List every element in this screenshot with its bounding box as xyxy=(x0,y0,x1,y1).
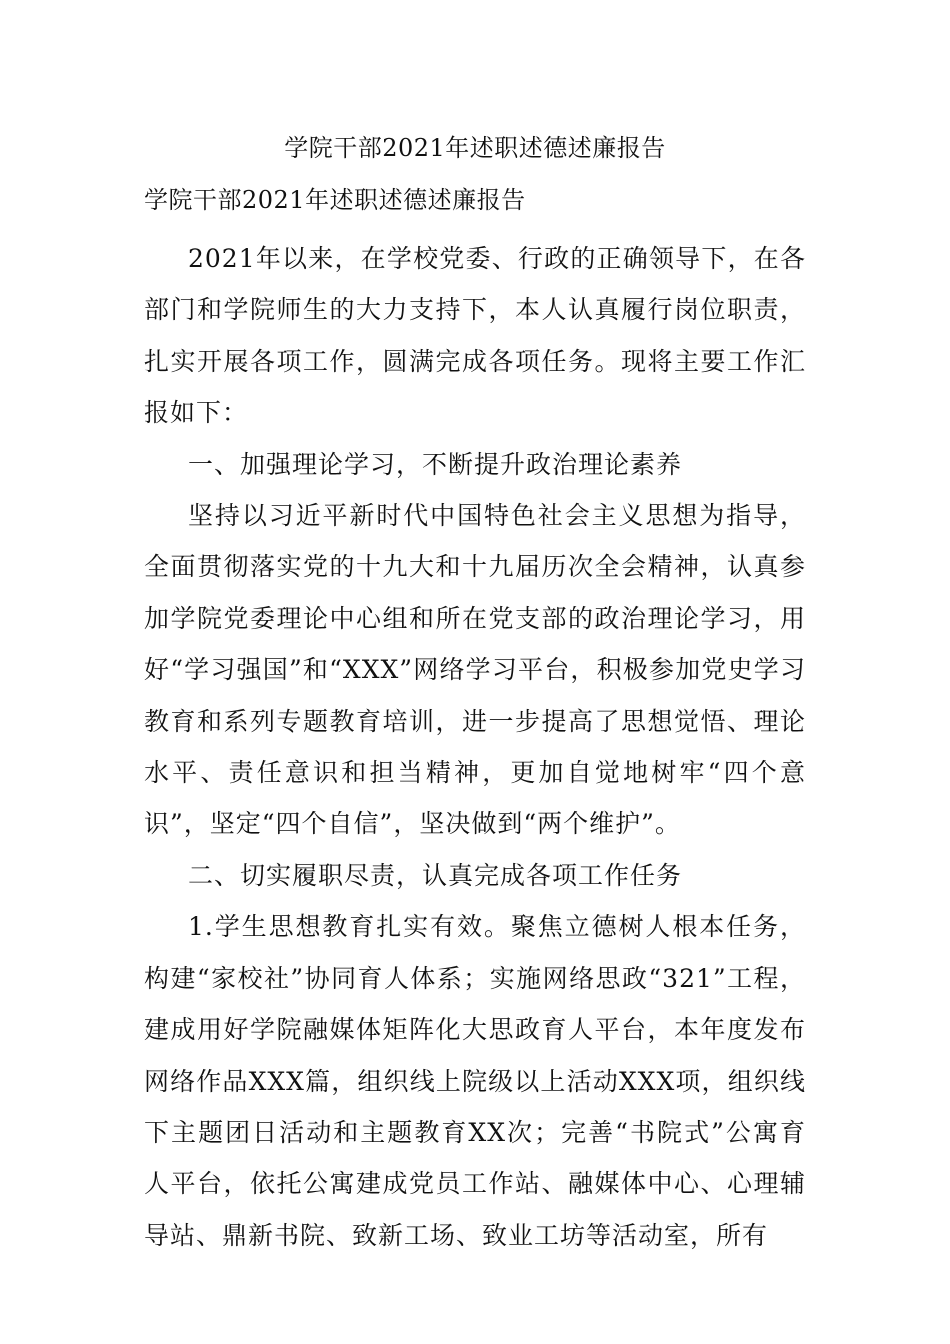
intro-paragraph: 2021年以来，在学校党委、行政的正确领导下，在各部门和学院师生的大力支持下，本人认真履行岗位职责，扎实开展各项工作，圆满完成各项任务。现将主要工作汇报如下： xyxy=(144,244,806,428)
section-heading-2: 二、切实履职尽责，认真完成各项工作任务 xyxy=(188,860,683,890)
document-subtitle: 学院干部2021年述职述德述廉报告 xyxy=(144,186,526,214)
section-2-item-1-paragraph: 1.学生思想教育扎实有效。聚焦立德树人根本任务，构建“家校社”协同育人体系；实施网络思政“321”工程，建成用好学院融媒体矩阵化大思政育人平台，本年度发布网络作品XXX篇，组织线上院级以上活动XXX项，组织线下主题团日活动和主题教育XX次；完善“书院式”公寓育人平台，依托公寓建成党员工作站、融媒体中心、心理辅导站、鼎新书院、致新工场、致业工坊等活动室，所有 xyxy=(144,912,806,1250)
section-heading-1: 一、加强理论学习，不断提升政治理论素养 xyxy=(188,449,683,479)
section-1-paragraph: 坚持以习近平新时代中国特色社会主义思想为指导，全面贯彻落实党的十九大和十九届历次全会精神，认真参加学院党委理论中心组和所在党支部的政治理论学习，用好“学习强国”和“XXX”网络学习平台，积极参加党史学习教育和系列专题教育培训，进一步提高了思想觉悟、理论水平、责任意识和担当精神，更加自觉地树牢“四个意识”，坚定“四个自信”，坚决做到“两个维护”。 xyxy=(144,501,806,839)
document-title: 学院干部2021年述职述德述廉报告 xyxy=(284,134,666,162)
document-body xyxy=(144,233,806,1261)
